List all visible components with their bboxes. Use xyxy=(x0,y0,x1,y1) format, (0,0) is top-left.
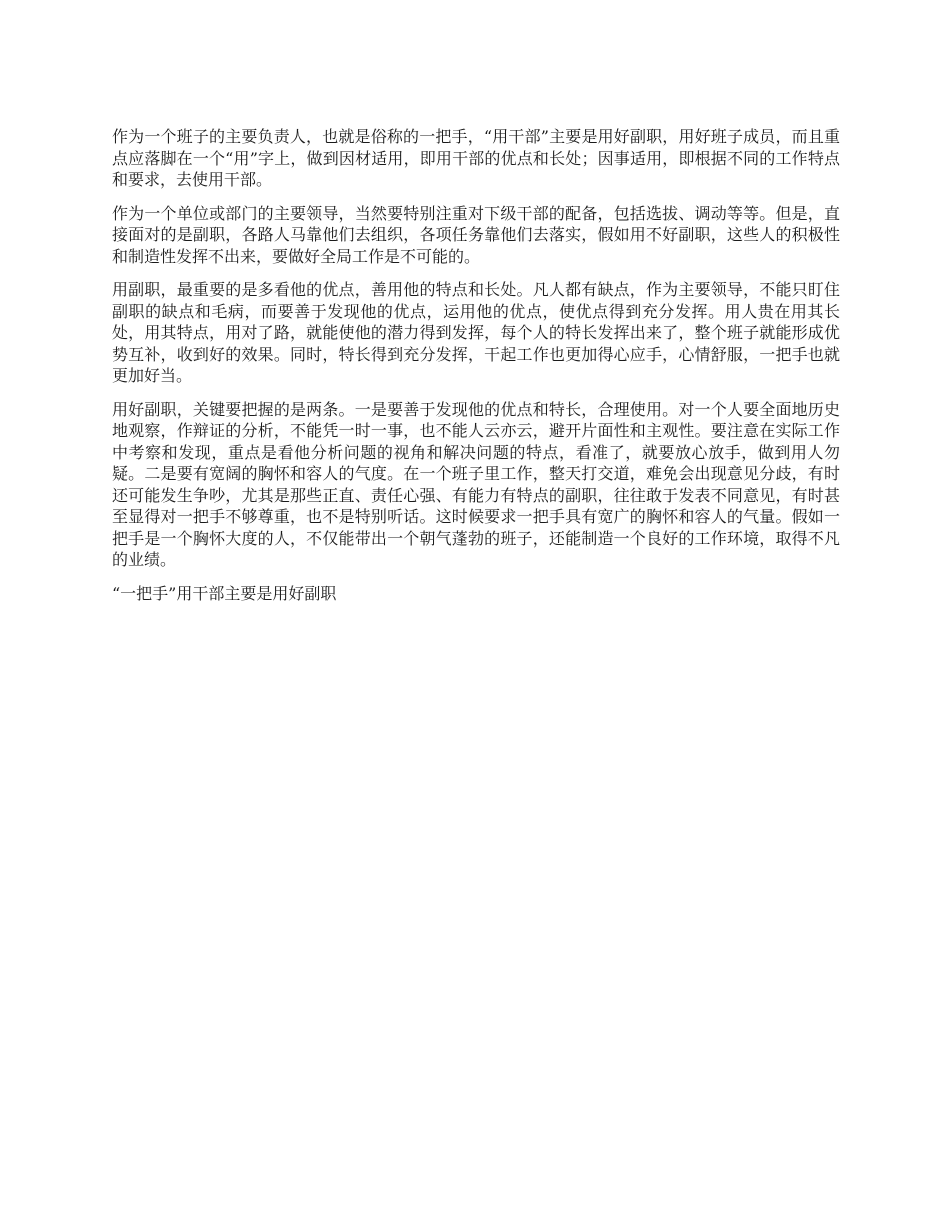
paragraph-2: 作为一个单位或部门的主要领导，当然要特别注重对下级干部的配备，包括选拔、调动等等。但是，直接面对的是副职，各路人马靠他们去组织，各项任务靠他们去落实，假如用不好副职，这些人的积极性和制造性发挥不出来，要做好全局工作是不可能的。 xyxy=(112,203,840,266)
paragraph-4: 用好副职，关键要把握的是两条。一是要善于发现他的优点和特长，合理使用。对一个人要全面地历史地观察，作辩证的分析，不能凭一时一事，也不能人云亦云，避开片面性和主观性。要注意在实际工作中考察和发现，重点是看他分析问题的视角和解决问题的特点，看准了，就要放心放手，做到用人勿疑。二是要有宽阔的胸怀和容人的气度。在一个班子里工作，整天打交道，难免会出现意见分歧，有时还可能发生争吵，尤其是那些正直、责任心强、有能力有特点的副职，往往敢于发表不同意见，有时甚至显得对一把手不够尊重，也不是特别听话。这时候要求一把手具有宽广的胸怀和容人的气量。假如一把手是一个胸怀大度的人，不仅能带出一个朝气蓬勃的班子，还能制造一个良好的工作环境，取得不凡的业绩。 xyxy=(112,399,840,569)
paragraph-1: 作为一个班子的主要负责人，也就是俗称的一把手，“用干部”主要是用好副职，用好班子成员，而且重点应落脚在一个“用”字上，做到因材适用，即用干部的优点和长处；因事适用，即根据不同的工作特点和要求，去使用干部。 xyxy=(112,127,840,189)
document-body xyxy=(112,126,840,616)
paragraph-3: 用副职，最重要的是多看他的优点，善用他的特点和长处。凡人都有缺点，作为主要领导，不能只盯住副职的缺点和毛病，而要善于发现他的优点，运用他的优点，使优点得到充分发挥。用人贵在用其长处，用其特点，用对了路，就能使他的潜力得到发挥，每个人的特长发挥出来了，整个班子就能形成优势互补，收到好的效果。同时，特长得到充分发挥，干起工作也更加得心应手，心情舒服，一把手也就更加好当。 xyxy=(112,280,840,385)
closing-title-line: “一把手”用干部主要是用好副职 xyxy=(112,583,337,603)
